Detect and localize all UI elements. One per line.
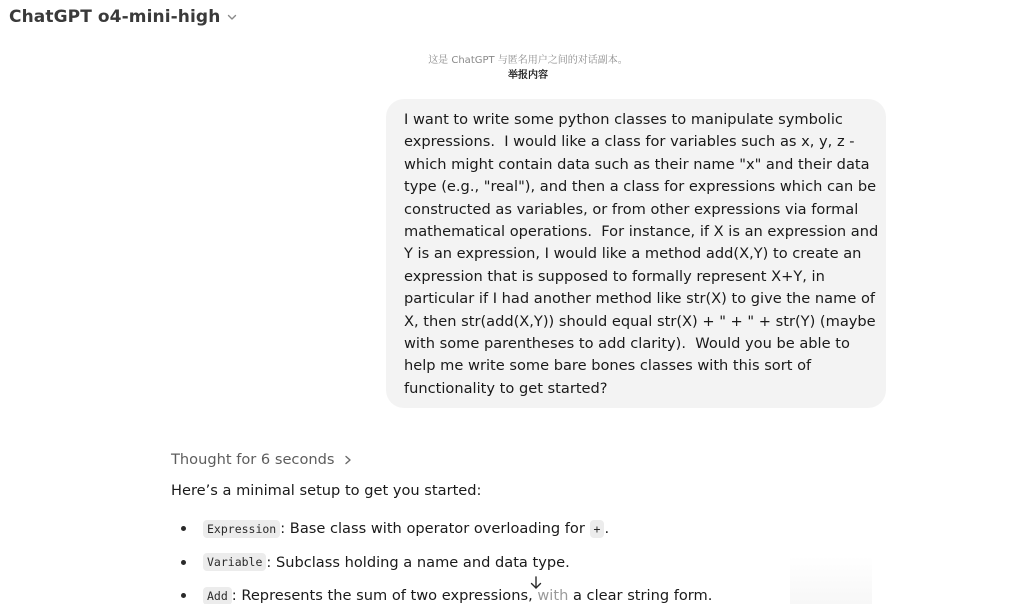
message-line: which might contain data such as their name "x" and their data — [404, 155, 870, 173]
bullet-dot — [181, 560, 186, 565]
bullet-text: with — [537, 587, 569, 604]
message-line: help me write some bare bones classes with this sort of — [404, 357, 812, 375]
thought-label: Thought for 6 seconds — [171, 451, 335, 468]
bullet-text: : Subclass holding a name and data type. — [266, 553, 570, 571]
scroll-to-bottom-button[interactable] — [524, 571, 548, 595]
message-line: type (e.g., "real"), and then a class for expressions which can be — [404, 178, 877, 196]
list-item — [171, 512, 712, 546]
user-message-bubble — [386, 99, 886, 408]
chevron-down-icon — [226, 11, 238, 23]
assistant-intro: Here’s a minimal setup to get you started: — [171, 482, 482, 499]
message-line: particular if I had another method like str(X) to give the name of — [404, 290, 876, 308]
message-line: expressions. I would like a class for variables such as x, y, z - — [404, 133, 855, 151]
report-content-link[interactable]: 举报内容 — [508, 70, 548, 81]
message-line: with some parentheses to add clarity). Would you be able to — [404, 335, 850, 353]
bullet-text: : Base class with operator overloading for — [280, 520, 590, 538]
message-line: X, then str(add(X,Y)) should equal str(X) + " + " + str(Y) (maybe — [404, 312, 876, 330]
model-name: ChatGPT o4-mini-high — [9, 7, 221, 27]
inline-code: Variable — [203, 553, 266, 571]
message-line: constructed as variables, or from other expressions via formal — [404, 200, 859, 218]
bullet-dot — [181, 526, 186, 531]
message-line: Y is an expression, I would like a method add(X,Y) to create an — [404, 245, 862, 263]
message-line: functionality to get started? — [404, 379, 608, 397]
bullet-text: . — [604, 520, 610, 538]
inline-code: Expression — [203, 520, 280, 538]
thought-toggle[interactable] — [171, 451, 353, 468]
assistant-bullet-list — [171, 512, 712, 604]
bullet-text: : Represents the sum of two expressions, — [231, 587, 538, 604]
bottom-fade — [790, 556, 872, 604]
inline-code: + — [590, 520, 605, 538]
inline-code: Add — [203, 587, 232, 604]
message-line: mathematical operations. For instance, if X is an expression and — [404, 223, 879, 241]
message-line: expression that is supposed to formally represent X+Y, in — [404, 267, 825, 285]
list-item — [171, 579, 712, 604]
model-selector[interactable] — [9, 7, 238, 27]
message-line: I want to write some python classes to manipulate symbolic — [404, 111, 843, 128]
chevron-right-icon — [343, 454, 353, 466]
bullet-dot — [181, 593, 186, 598]
bullet-text: a clear string form. — [568, 587, 713, 604]
arrow-down-icon — [529, 575, 543, 591]
list-item — [171, 546, 712, 580]
shared-conversation-notice: 这是 ChatGPT 与匿名用户之间的对话副本。 — [428, 55, 628, 66]
